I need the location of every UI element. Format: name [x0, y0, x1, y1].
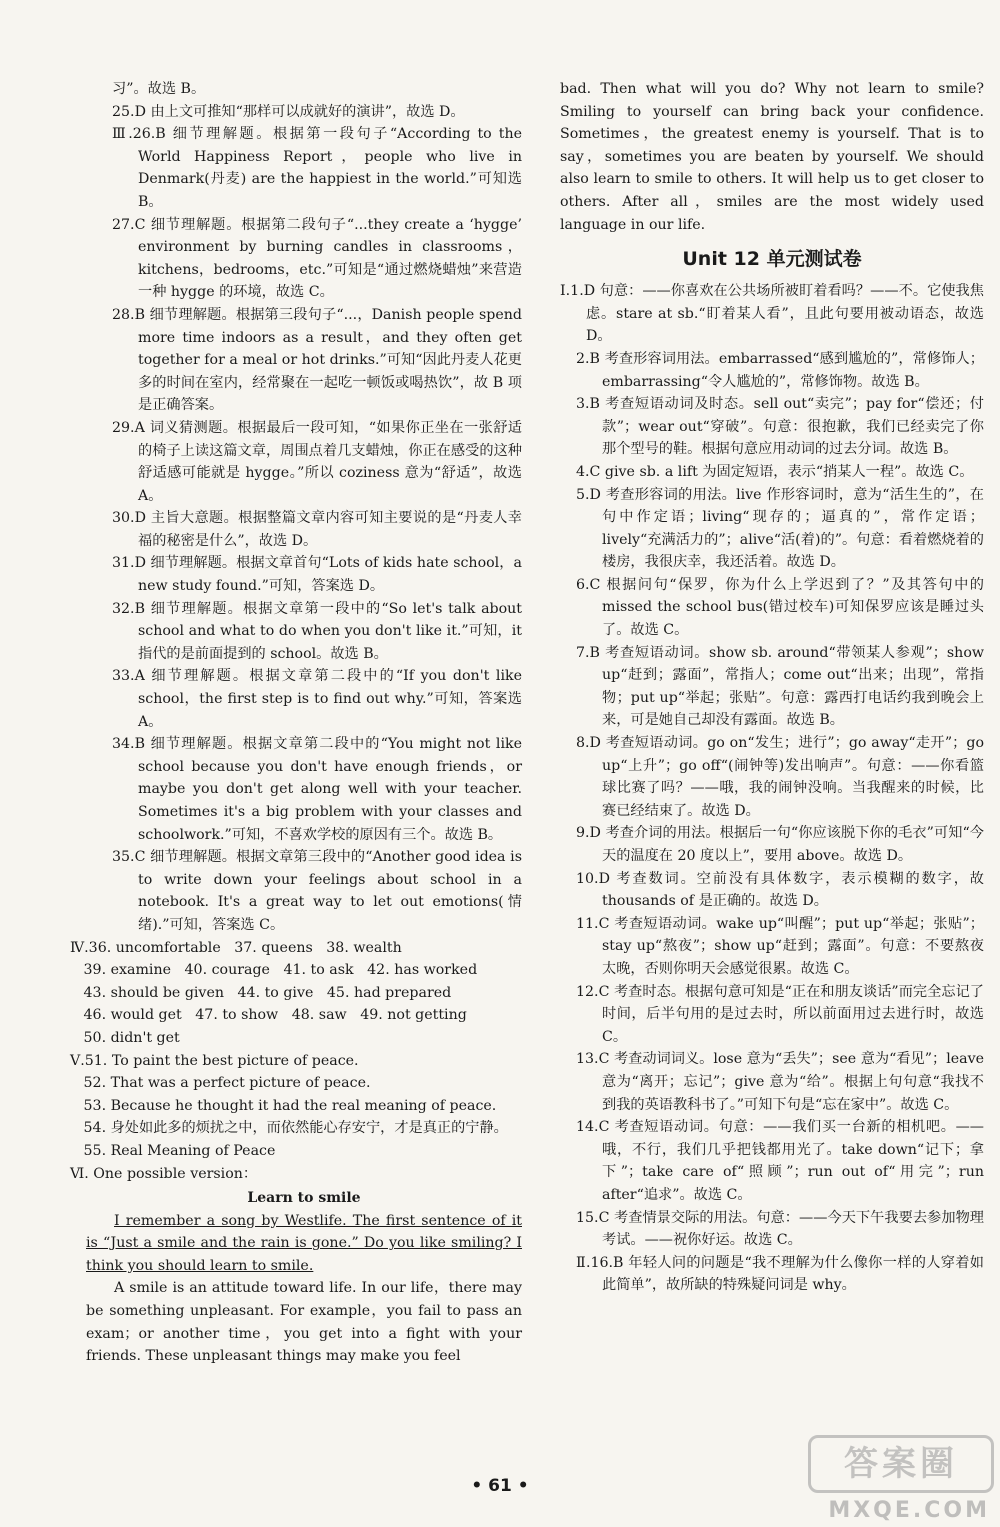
answer-item: 10.D 考查数词。空前没有具体数字，表示模糊的数字，故 thousands of 是正确的。故选 D。: [576, 870, 984, 910]
answer-item: 3.B 考查短语动词及时态。sell out“卖完”；pay for“偿还；付款”；wear out“穿破”。句意：很抱歉，我们已经卖完了你那个型号的鞋。根据句意应用动词的过去分词。故选 B。: [576, 396, 984, 458]
answer-item: 30.D 主旨大意题。根据整篇文章内容可知主要说的是“丹麦人幸福的秘密是什么”，故选 D。: [112, 510, 522, 549]
answer-item: 33.A 细节理解题。根据文章第二段中的“If you don't like school，the first step is to find out why.”可知，答案选 A。: [112, 668, 522, 730]
left-column: [70, 78, 522, 1368]
answer-line: Ⅳ.36. uncomfortable 37. queens 38. wealth: [70, 939, 402, 956]
essay-title: Learn to smile: [247, 1190, 361, 1207]
answer-item: 12.C 考查时态。根据句意可知是“正在和朋友谈话”而完全忘记了时间，后半句用的是过去时，所以前面用过去进行时，故选 C。: [576, 983, 984, 1045]
answer-item: 6.C 根据问句“保罗，你为什么上学迟到了？”及其答句中的 missed the school bus(错过校车)可知保罗应该是睡过头了。故选 C。: [576, 576, 984, 639]
watermark-logo: [784, 1435, 994, 1523]
answer-item: 35.C 细节理解题。根据文章第三段中的“Another good idea is to write down your feelings about school in a notebook. It's a great way to let out emotions(情绪).”可知，答案选 C。: [112, 849, 522, 933]
answer-item: 5.D 考查形容词的用法。live 作形容词时，意为“活生生的”，在句中作定语；living“现存的；逼真的”，常作定语；lively“充满活力的”；alive“活(着)的”。句意：看着燃烧着的楼房，我很庆幸，我还活着。故选 D。: [576, 486, 984, 571]
right-column: [560, 78, 984, 1297]
answer-item: Ⅲ.26.B 细节理解题。根据第一段句子“According to the World Happiness Report，people who live in Denmark(丹麦) are the happiest in the world.”可知选 B。: [112, 126, 522, 210]
answer-item: 2.B 考查形容词用法。embarrassed“感到尴尬的”，常修饰人；embarrassing“令人尴尬的”，常修饰物。故选 B。: [576, 350, 984, 390]
section-4-answers: [70, 937, 522, 1050]
answer-item: 13.C 考查动词词义。lose 意为“丢失”；see 意为“看见”；leave 意为“离开；忘记”；give 意为“给”。根据上句句意“我找不到我的英语教科书了。”可知下句是“忘在家中”。故选 C。: [576, 1051, 984, 1113]
answer-line: 46. would get 47. to show 48. saw 49. not getting: [70, 1007, 467, 1024]
answer-item: 14.C 考查短语动词。句意：——我们买一台新的相机吧。——哦，不行，我们几乎把钱都用光了。take down“记下；拿下”；take care of“照顾”；run out of“用完”；run after“追求”。故选 C。: [576, 1119, 984, 1203]
answer-item: 31.D 细节理解题。根据文章首句“Lots of kids hate school，a new study found.”可知，答案选 D。: [112, 555, 522, 595]
answer-item: 4.C give sb. a lift 为固定短语，表示“捎某人一程”。故选 C。: [576, 463, 974, 480]
answer-line: 52. That was a perfect picture of peace.: [70, 1075, 371, 1092]
unit-title: Unit 12 单元测试卷: [682, 248, 862, 271]
answer-line: 53. Because he thought it had the real meaning of peace.: [70, 1097, 497, 1114]
answer-item: 7.B 考查短语动词。show sb. around“带领某人参观”；show up“赶到；露面”，常指人；come out“出来；出现”，常指物；put up“举起；张贴”。句意：露西打电话约我到晚会上来，可是她自己却没有露面。故选 B。: [576, 644, 984, 729]
answer-item: 32.B 细节理解题。根据文章第一段中的“So let's talk about school and what to do when you don't like it.”可知，it 指代的是前面提到的 school。故选 B。: [112, 600, 522, 662]
answer-line: 54. 身处如此多的烦扰之中，而依然能心存安宁，才是真正的宁静。: [70, 1120, 508, 1137]
answer-item: Ⅰ.1.D 句意：——你喜欢在公共场所被盯着看吗？——不。它使我焦虑。stare at sb.“盯着某人看”，且此句要用被动语态，故选 D。: [560, 283, 984, 345]
answer-item: 25.D 由上文可推知“那样可以成就好的演讲”，故选 D。: [112, 103, 465, 120]
watermark-text: 答案圈: [808, 1435, 994, 1493]
page-number: • 61 •: [471, 1476, 529, 1496]
answer-line: 50. didn't get: [70, 1029, 180, 1046]
answer-item: 27.C 细节理解题。根据第二段句子“...they create a ‘hygge’ environment by burning candles in classrooms，kitchens，bedrooms，etc.”可知是“通过燃烧蜡烛”来营造一种 hygge 的环境，故选 C。: [112, 216, 522, 301]
section-5-answers: [70, 1050, 522, 1163]
essay-body: A smile is an attitude toward life. In our life，there may be something unpleasant. For example，you fail to pass an exam；or another time，you get into a fight with your friends. These unpleasant things may make you feel: [86, 1280, 522, 1365]
answer-line: 55. Real Meaning of Peace: [70, 1142, 276, 1159]
essay-intro: I remember a song by Westlife. The first sentence of it is “Just a smile and the rain is gone.” Do you like smiling? I think you should learn to smile.: [86, 1212, 522, 1274]
watermark-url: MXQE.COM: [828, 1498, 990, 1523]
answer-item: 9.D 考查介词的用法。根据后一句“你应该脱下你的毛衣”可知“今天的温度在 20 度以上”，要用 above。故选 D。: [576, 825, 984, 864]
answer-line: Ⅴ.51. To paint the best picture of peace.: [70, 1052, 359, 1069]
section-6-label: Ⅵ. One possible version：: [70, 1165, 258, 1182]
essay-body-continued: bad. Then what will you do? Why not learn to smile? Smiling to yourself can bring back your confidence. Sometimes，the greatest enemy is yourself. That is to say，sometimes you are beaten by yourself. We should also learn to smile to others. It will help us to get closer to others. After all，smiles are the most widely used language in our life.: [560, 81, 984, 233]
answer-item: 28.B 细节理解题。根据第三段句子“...，Danish people spend more time indoors as a result，and they often get together for a meal or hot drinks.”可知“因此丹麦人花更多的时间在室内，经常聚在一起吃一顿饭或喝热饮”，故 B 项是正确答案。: [112, 306, 522, 414]
answer-item: 习”。故选 B。: [112, 81, 206, 97]
answer-item: 34.B 细节理解题。根据文章第二段中的“You might not like school because you don't have enough friends，or maybe you don't get along well with your teacher. Sometimes it's a big problem with your classes and schoolwork.”可知，不喜欢学校的原因有三个。故选 B。: [112, 736, 522, 843]
answer-item: 11.C 考查短语动词。wake up“叫醒”；put up“举起；张贴”；stay up“熬夜”；show up“赶到；露面”。句意：不要熬夜太晚，否则你明天会感觉很累。故选 C。: [576, 915, 984, 977]
answer-item: 15.C 考查情景交际的用法。句意：——今天下午我要去参加物理考试。——祝你好运。故选 C。: [576, 1209, 984, 1249]
answer-item: Ⅱ.16.B 年轻人问的问题是“我不理解为什么像你一样的人穿着如此简单”，故所缺的特殊疑问词是 why。: [576, 1254, 984, 1294]
answer-line: 39. examine 40. courage 41. to ask 42. has worked: [70, 962, 478, 979]
answer-line: 43. should be given 44. to give 45. had prepared: [70, 984, 452, 1001]
answer-item: 8.D 考查短语动词。go on“发生；进行”；go away“走开”；go up“上升”；go off“(闹钟等)发出响声”。句意：——你看篮球比赛了吗？——哦，我的闹钟没响。当我醒来的时候，比赛已经结束了。故选 D。: [576, 735, 984, 819]
answer-item: 29.A 词义猜测题。根据最后一段可知，“如果你正坐在一张舒适的椅子上读这篇文章，周围点着几支蜡烛，你正在感受的这种舒适感可能就是 hygge。”所以 coziness 意为“舒适”，故选 A。: [112, 419, 522, 504]
